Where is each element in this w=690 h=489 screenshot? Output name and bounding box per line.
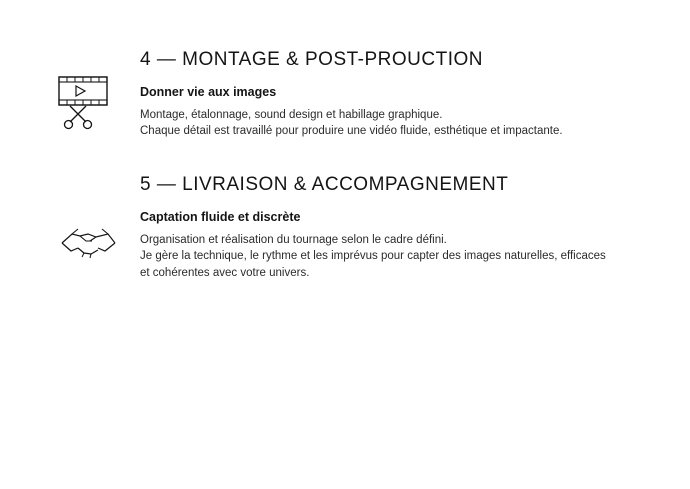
section-body (140, 107, 563, 140)
section-icon-container (52, 175, 140, 268)
section-text (140, 175, 606, 281)
section-title: 5 — LIVRAISON & ACCOMPAGNEMENT (140, 174, 509, 195)
film-strip-scissors-icon (56, 72, 114, 137)
section-icon-container (52, 50, 140, 137)
section-livraison (52, 175, 606, 281)
body-line: et cohérentes avec votre univers. (140, 266, 310, 279)
section-montage (52, 50, 563, 140)
section-body (140, 232, 606, 281)
section-subtitle: Donner vie aux images (140, 84, 277, 99)
body-line: Montage, étalonnage, sound design et habillage graphique. (140, 108, 443, 121)
body-line: Chaque détail est travaillé pour produire une vidéo fluide, esthétique et impactante. (140, 125, 563, 138)
section-subtitle: Captation fluide et discrète (140, 209, 301, 224)
section-text (140, 50, 563, 140)
body-line: Organisation et réalisation du tournage selon le cadre défini. (140, 233, 447, 246)
section-title: 4 — MONTAGE & POST-PROUCTION (140, 49, 484, 70)
handshake-icon (58, 223, 118, 268)
body-line: Je gère la technique, le rythme et les imprévus pour capter des images naturelles, efficaces (140, 250, 606, 263)
